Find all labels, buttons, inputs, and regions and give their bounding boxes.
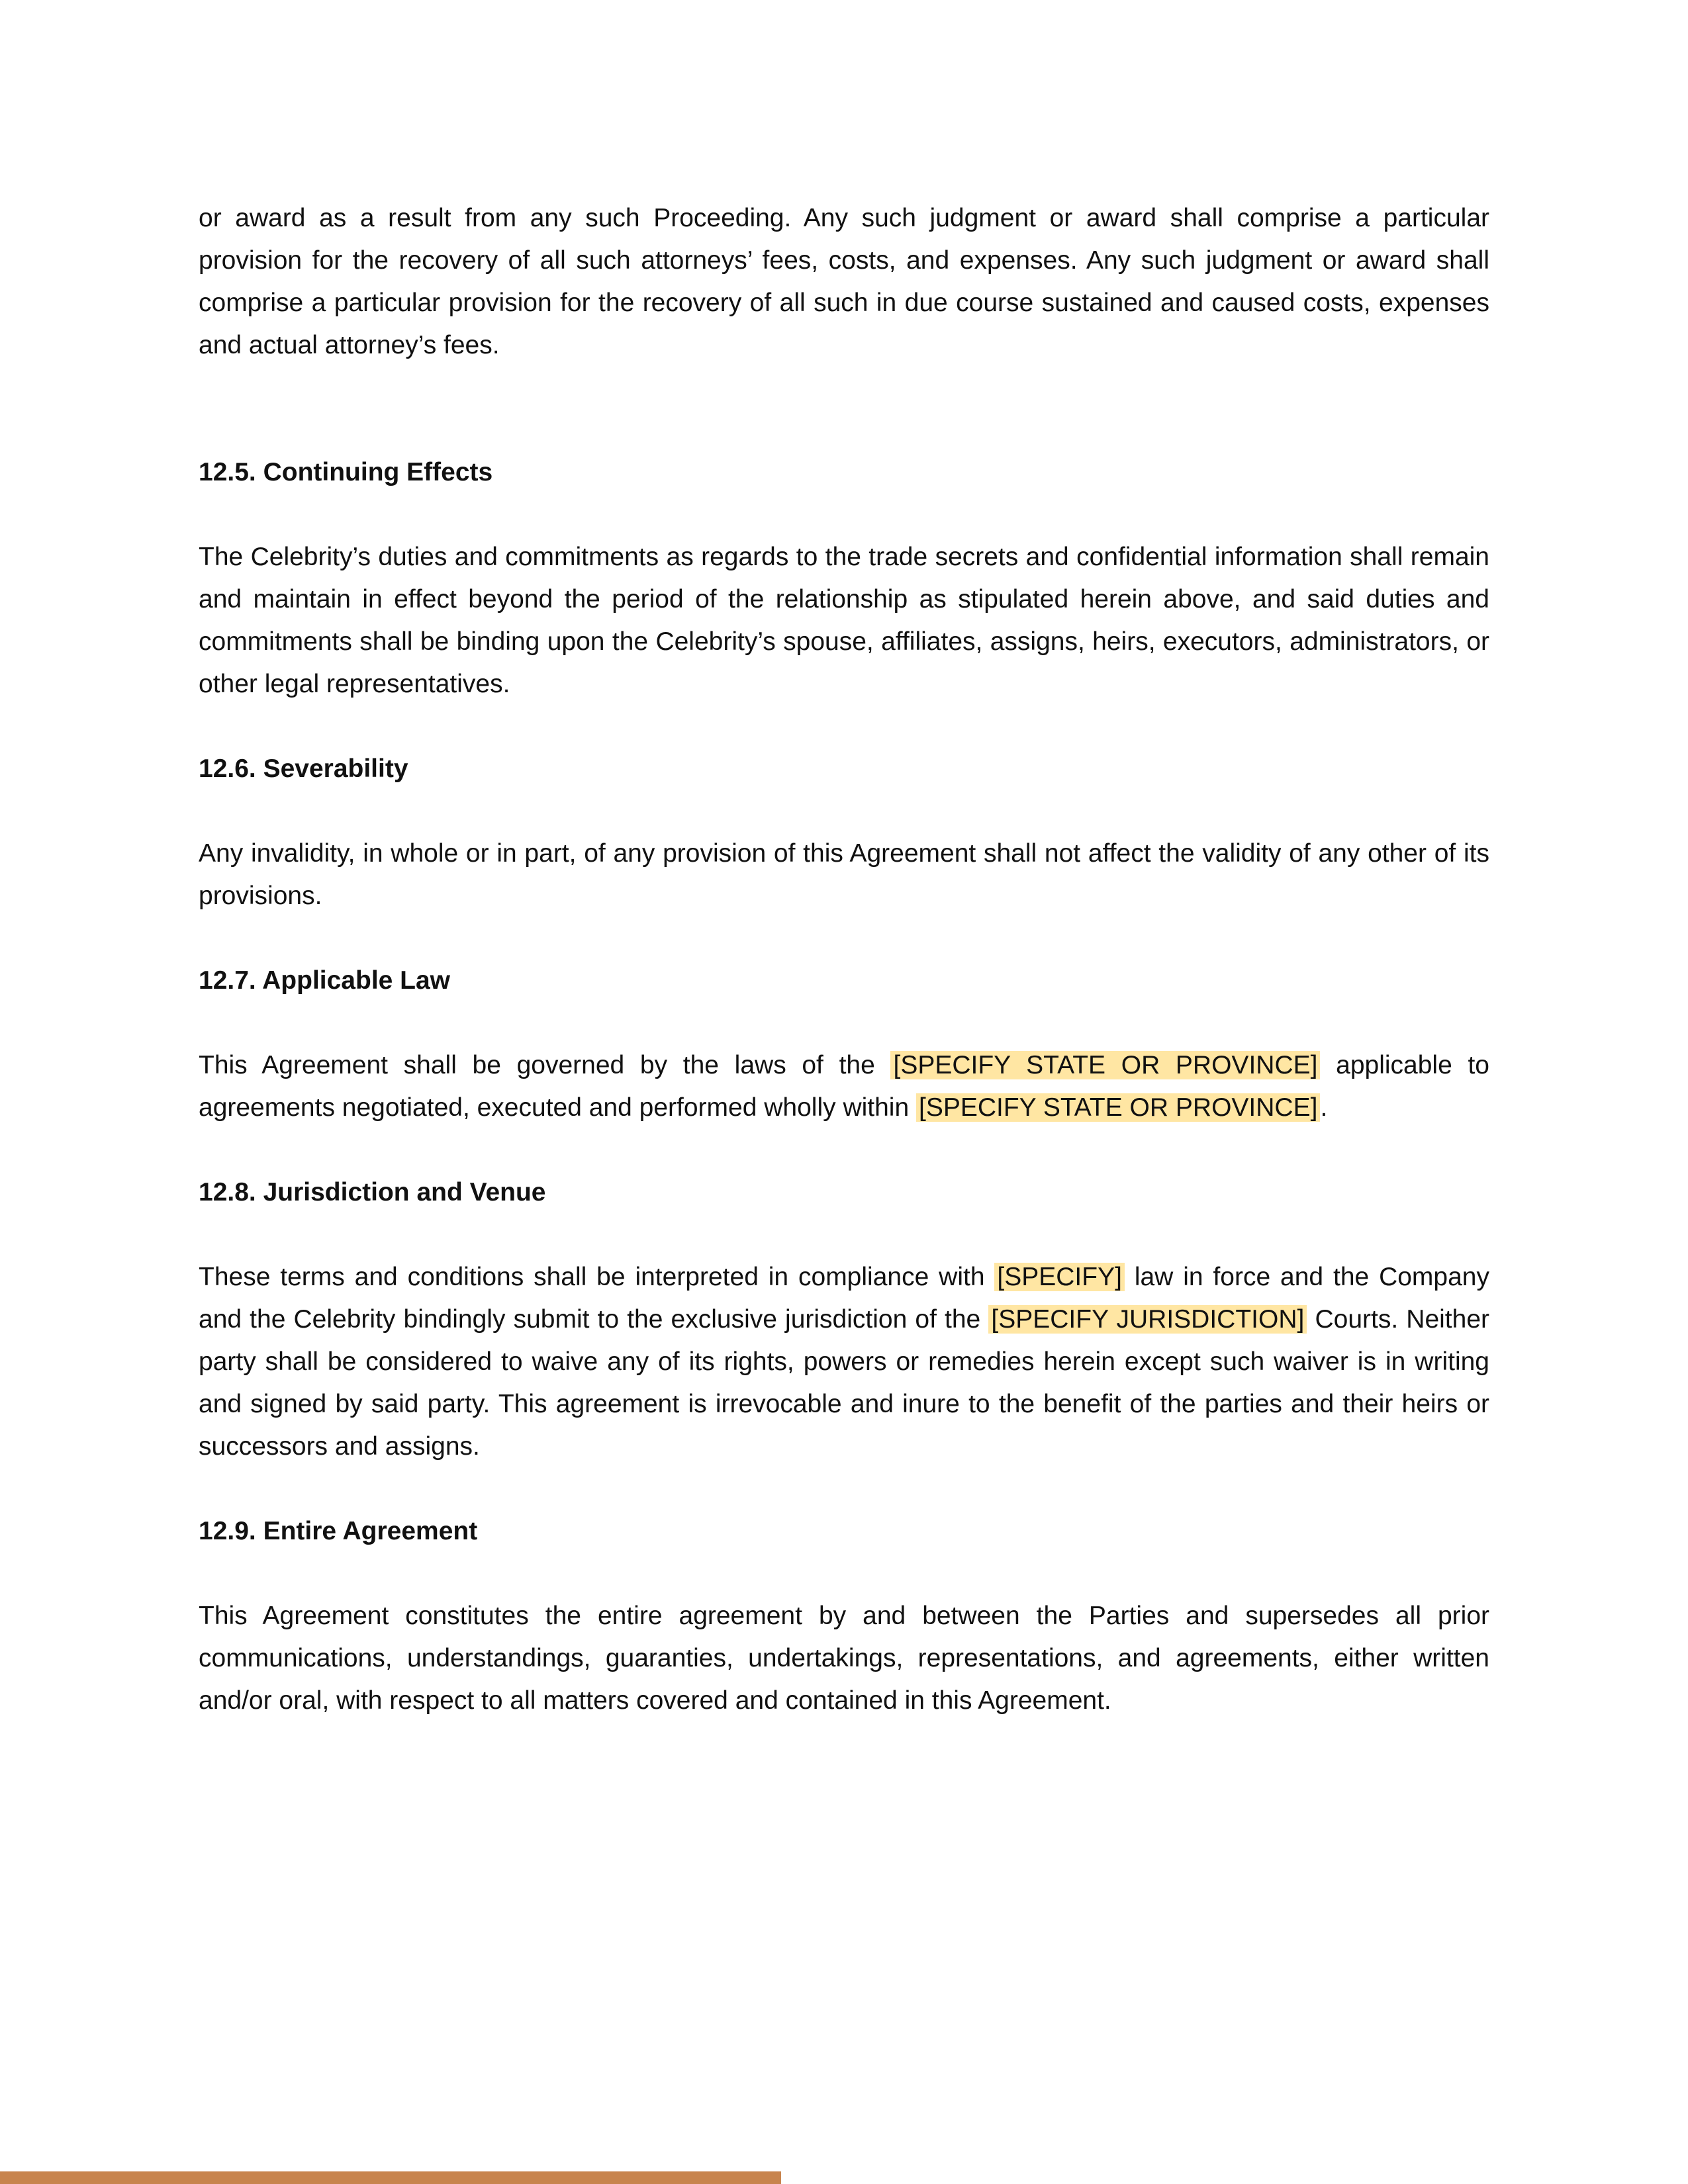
spacer <box>199 1468 1489 1510</box>
placeholder-specify: [SPECIFY] <box>994 1263 1125 1291</box>
section-12-6-body: Any invalidity, in whole or in part, of any provision of this Agreement shall not affect the validity of any other of its provisions. <box>199 839 1489 910</box>
placeholder-state-or-province: [SPECIFY STATE OR PROVINCE] <box>916 1093 1320 1122</box>
section-12-7-text-3: . <box>1320 1093 1328 1122</box>
section-12-8-text-2: law in force and the Company and the Celebrity bindingly submit to the exclusive jurisdiction of the <box>199 1263 1489 1334</box>
spacer <box>199 367 1489 451</box>
section-12-7-text-2: applicable to agreements negotiated, executed and performed wholly within <box>199 1051 1489 1122</box>
section-12-7-body <box>199 1044 1489 1129</box>
spacer <box>199 790 1489 833</box>
section-12-8-text-3: Courts. Neither party shall be considered to waive any of its rights, powers or remedies herein except such waiver is in writing and signed by said party. This agreement is irrevocable and inure to the benefit of the parties and their heirs or successors and assigns. <box>199 1305 1489 1461</box>
spacer <box>199 494 1489 536</box>
section-12-9-body: This Agreement constitutes the entire agreement by and between the Parties and supersedes all prior communications, understandings, guaranties, undertakings, representations, and agreements, either written and/or oral, with respect to all matters covered and contained in this Agreement. <box>199 1602 1489 1715</box>
footer-accent-bar <box>0 2171 781 2184</box>
section-12-9-heading: 12.9. Entire Agreement <box>199 1517 478 1545</box>
section-12-8-text-1: These terms and conditions shall be interpreted in compliance with <box>199 1263 995 1291</box>
spacer <box>199 1553 1489 1595</box>
section-12-7-heading: 12.7. Applicable Law <box>199 966 451 995</box>
placeholder-jurisdiction: [SPECIFY JURISDICTION] <box>988 1305 1307 1334</box>
spacer <box>199 1002 1489 1044</box>
section-12-6-heading: 12.6. Severability <box>199 754 408 783</box>
spacer <box>199 917 1489 960</box>
section-12-8-body <box>199 1256 1489 1468</box>
section-12-5-body: The Celebrity’s duties and commitments as regards to the trade secrets and confidential information shall remain and maintain in effect beyond the period of the relationship as stipulated herein above, and said duties and commitments shall be binding upon the Celebrity’s spouse, affiliates, assigns, heirs, executors, administrators, or other legal representatives. <box>199 543 1489 698</box>
spacer <box>199 705 1489 748</box>
spacer <box>199 1214 1489 1256</box>
spacer <box>199 1129 1489 1171</box>
section-12-8-heading: 12.8. Jurisdiction and Venue <box>199 1178 546 1206</box>
section-12-7-text-1: This Agreement shall be governed by the laws of the <box>199 1051 891 1079</box>
section-12-5-heading: 12.5. Continuing Effects <box>199 458 493 486</box>
intro-paragraph: or award as a result from any such Proceeding. Any such judgment or award shall comprise a particular provision for the recovery of all such attorneys’ fees, costs, and expenses. Any such judgment or award shall comprise a particular provision for the recovery of all such in due course sustained and caused costs, expenses and actual attorney’s fees. <box>199 204 1489 359</box>
document-page <box>199 197 1489 1722</box>
placeholder-state-or-province: [SPECIFY STATE OR PROVINCE] <box>890 1051 1320 1079</box>
